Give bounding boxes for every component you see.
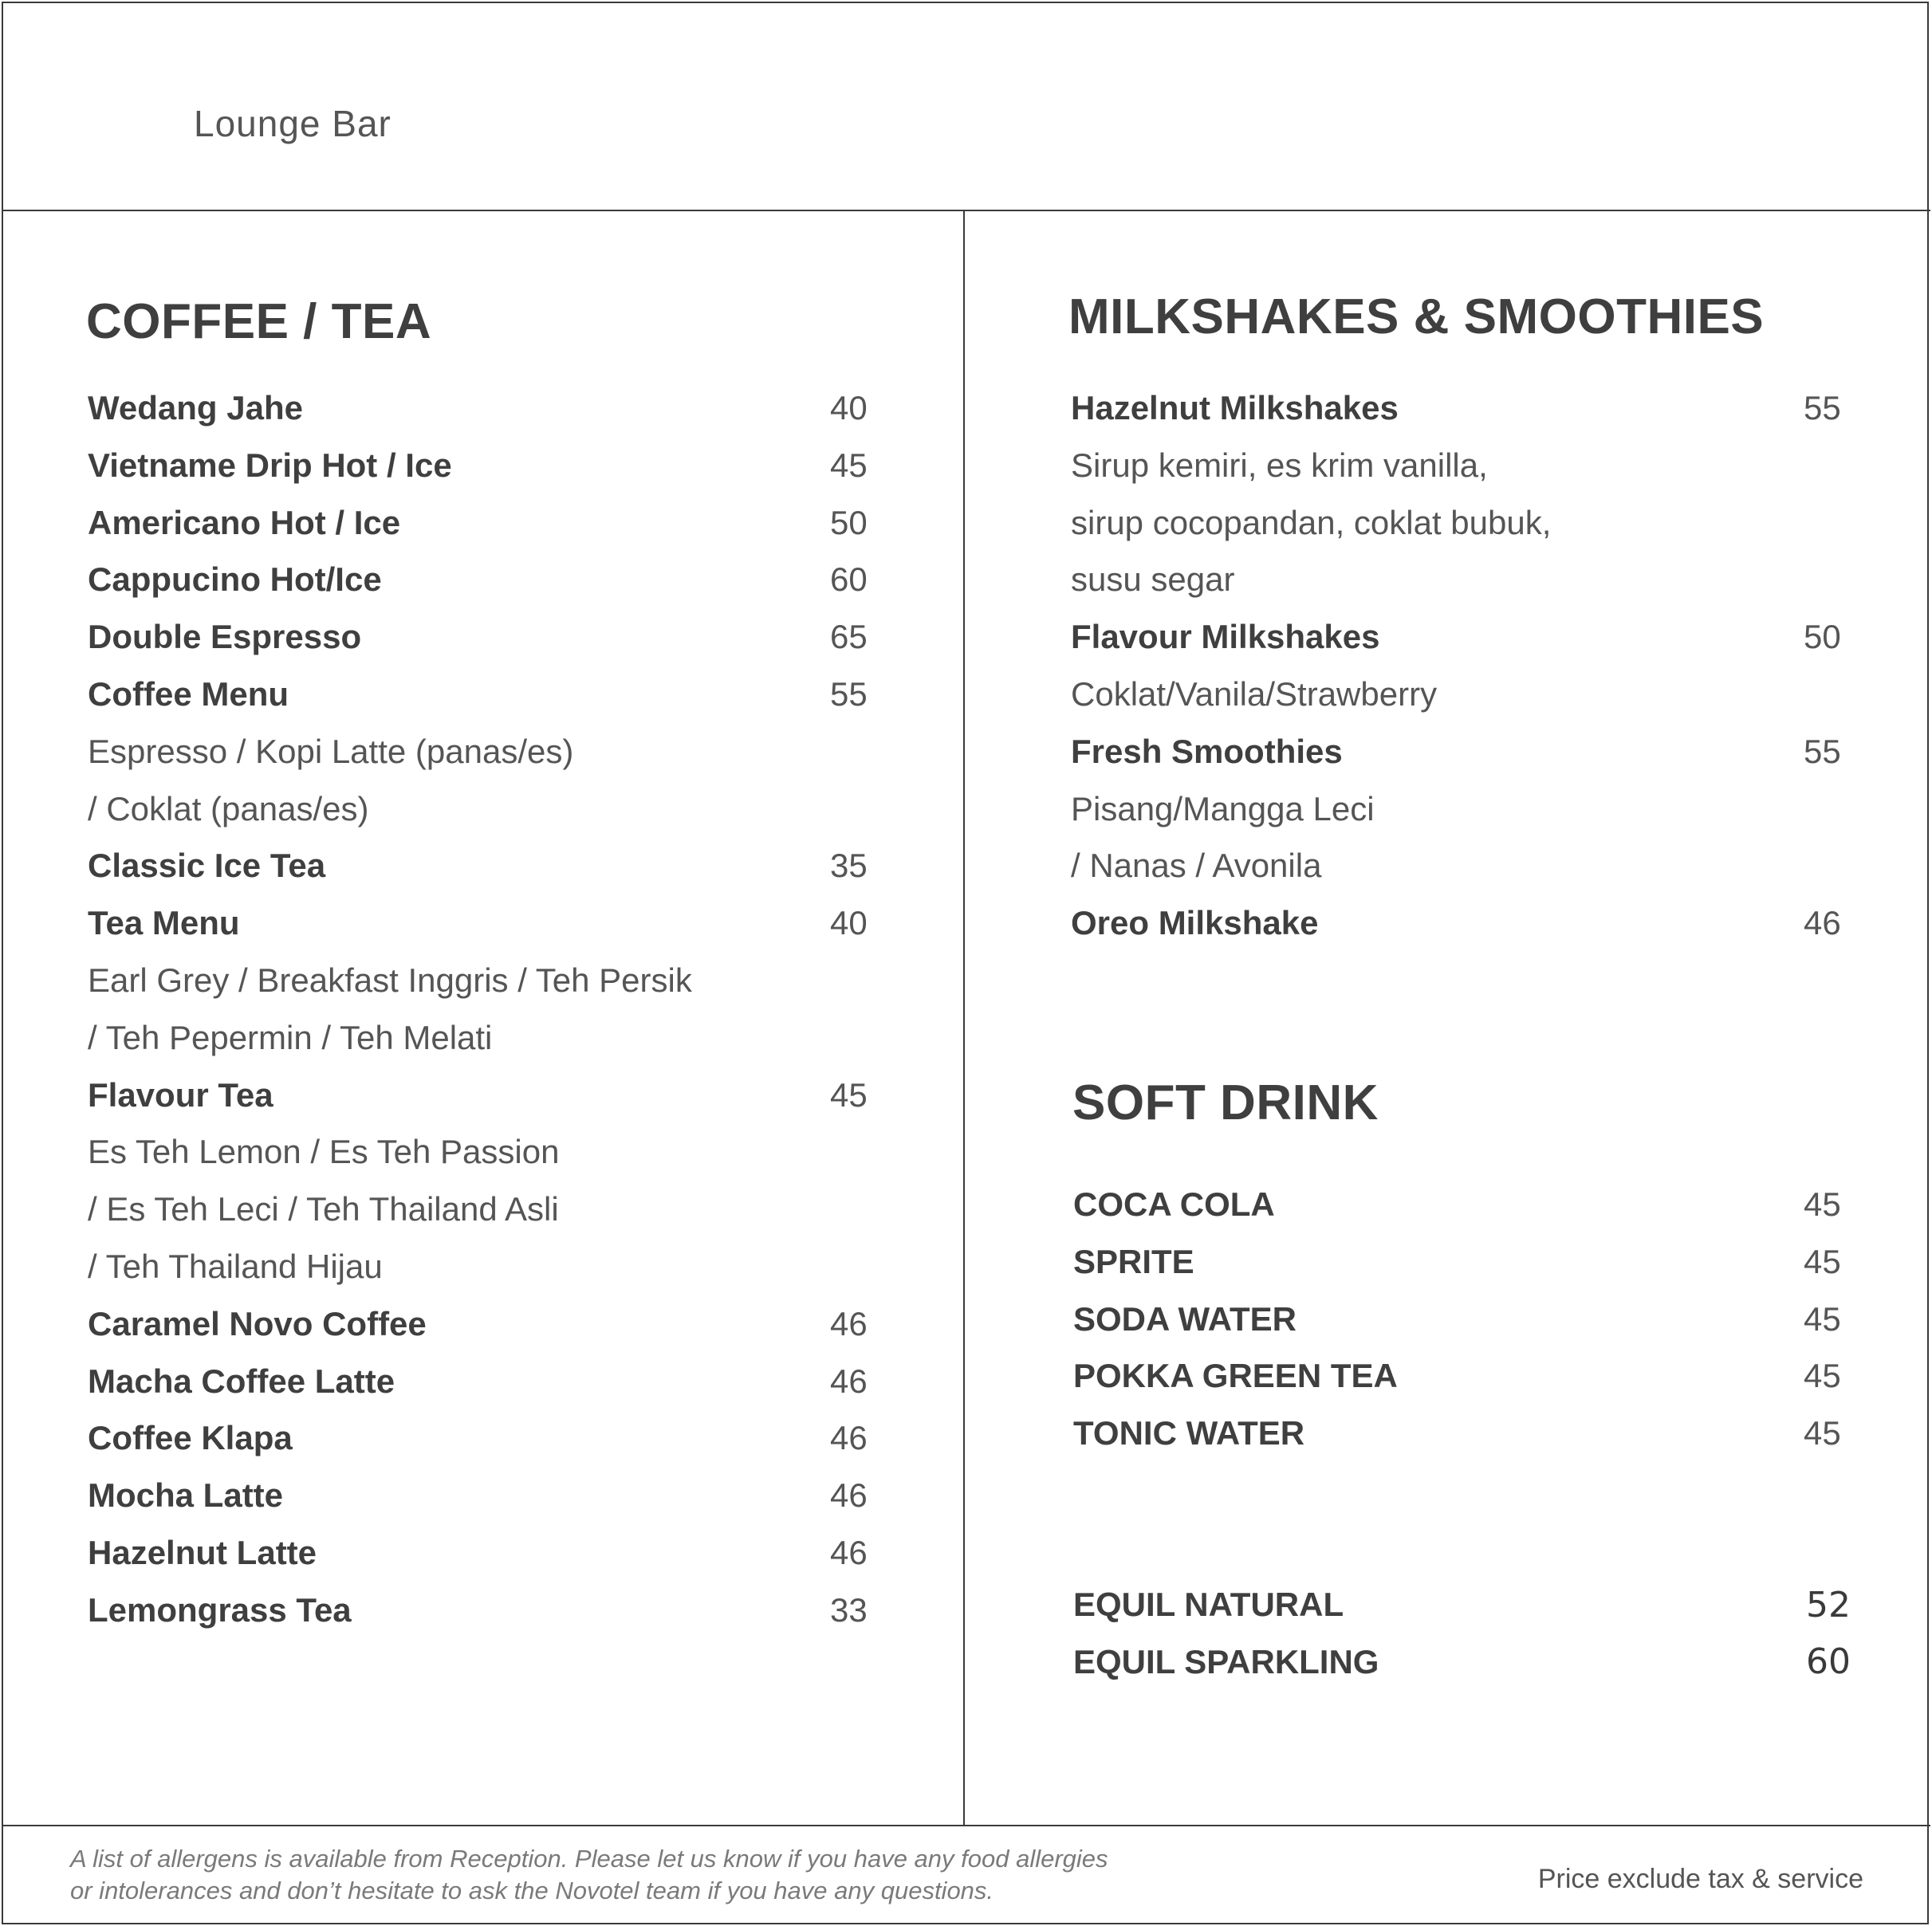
menu-item-description: [1071, 551, 1234, 608]
item-price: 45: [830, 446, 868, 484]
menu-item: [88, 1582, 868, 1639]
item-price: 46: [1804, 904, 1841, 942]
menu-item: [1073, 1576, 1851, 1633]
allergen-note: [70, 1843, 1108, 1907]
item-description: Espresso / Kopi Latte (panas/es): [88, 732, 574, 770]
item-name: Flavour Milkshakes: [1071, 618, 1380, 656]
item-price: 50: [1804, 618, 1841, 656]
item-price: 46: [830, 1362, 868, 1400]
item-price: 55: [830, 675, 868, 713]
item-price: 45: [1804, 1242, 1841, 1280]
item-price: 46: [830, 1534, 868, 1571]
item-description: / Nanas / Avonila: [1071, 847, 1322, 885]
menu-item: [88, 437, 868, 494]
item-description: sirup cocopandan, coklat bubuk,: [1071, 503, 1552, 541]
menu-item: [1073, 1291, 1841, 1348]
item-name: Tea Menu: [88, 904, 240, 942]
item-description: susu segar: [1071, 560, 1235, 599]
menu-item: [88, 1067, 868, 1124]
footer-divider: [2, 1825, 1930, 1826]
menu-item-description: [1071, 666, 1437, 723]
menu-item-description: [88, 1009, 492, 1067]
item-name: EQUIL NATURAL: [1073, 1586, 1344, 1623]
item-name: EQUIL SPARKLING: [1073, 1642, 1379, 1680]
menu-item-description: [1071, 780, 1375, 838]
item-price: 45: [1804, 1299, 1841, 1338]
item-price: 60: [1806, 1641, 1851, 1683]
item-price: 46: [830, 1304, 868, 1342]
item-description: / Teh Pepermin / Teh Melati: [88, 1018, 493, 1056]
menu-item: [1073, 1347, 1841, 1405]
item-price: 45: [1804, 1414, 1841, 1452]
item-price: 33: [830, 1590, 868, 1629]
menu-item: [1073, 1405, 1841, 1462]
item-name: Coffee Klapa: [88, 1419, 293, 1457]
item-name: Caramel Novo Coffee: [88, 1304, 427, 1342]
menu-item: [88, 1524, 868, 1582]
item-name: POKKA GREEN TEA: [1073, 1357, 1398, 1395]
menu-item-description: [88, 952, 692, 1009]
item-name: Vietname Drip Hot / Ice: [88, 446, 452, 484]
item-name: COCA COLA: [1073, 1185, 1275, 1223]
menu-item: [1071, 894, 1841, 952]
milkshakes-heading: MILKSHAKES & SMOOTHIES: [1068, 289, 1765, 344]
item-name: Wedang Jahe: [88, 389, 303, 426]
menu-item-description: [1071, 437, 1488, 494]
item-price: 45: [1804, 1185, 1841, 1223]
item-name: Hazelnut Milkshakes: [1071, 389, 1399, 426]
menu-item-description: [88, 1238, 383, 1295]
soft-drink-heading: SOFT DRINK: [1072, 1075, 1379, 1130]
item-price: 55: [1804, 732, 1841, 770]
menu-item: [88, 551, 868, 608]
allergen-line-1: A list of allergens is available from Reception. Please let us know if you have any food allergies: [70, 1845, 1108, 1873]
column-divider: [963, 210, 965, 1826]
menu-item: [88, 1467, 868, 1524]
item-name: Hazelnut Latte: [88, 1534, 317, 1571]
menu-item-description: [88, 1181, 559, 1238]
item-name: Americano Hot / Ice: [88, 503, 401, 541]
item-description: / Coklat (panas/es): [88, 789, 369, 827]
menu-item: [88, 1295, 868, 1353]
allergen-line-2: or intolerances and don’t hesitate to ask the Novotel team if you have any questions.: [70, 1877, 994, 1904]
item-price: 46: [830, 1419, 868, 1457]
menu-item: [1071, 608, 1841, 666]
item-description: Coklat/Vanila/Strawberry: [1071, 675, 1438, 713]
menu-item: [88, 379, 868, 437]
menu-item: [88, 1409, 868, 1467]
item-description: Sirup kemiri, es krim vanilla,: [1071, 446, 1488, 484]
item-price: 52: [1806, 1584, 1851, 1625]
item-price: 60: [830, 560, 868, 599]
item-name: Coffee Menu: [88, 675, 289, 713]
item-name: Mocha Latte: [88, 1476, 284, 1515]
item-name: Oreo Milkshake: [1071, 904, 1319, 942]
menu-item-description: [1071, 494, 1551, 552]
menu-item: [88, 608, 868, 666]
header-divider: [2, 210, 1930, 211]
item-price: 50: [830, 503, 868, 541]
price-note: Price exclude tax & service: [1537, 1864, 1863, 1894]
item-name: Macha Coffee Latte: [88, 1362, 395, 1400]
menu-item: [88, 1353, 868, 1410]
menu-item: [88, 894, 868, 952]
item-price: 40: [830, 389, 868, 426]
menu-item: [88, 666, 868, 723]
menu-item: [1071, 723, 1841, 780]
menu-item: [1073, 1633, 1851, 1691]
menu-item: [1073, 1176, 1841, 1233]
item-description: Es Teh Lemon / Es Teh Passion: [88, 1133, 560, 1171]
menu-item-description: [88, 723, 573, 780]
item-name: Flavour Tea: [88, 1075, 273, 1114]
item-description: Pisang/Mangga Leci: [1071, 789, 1375, 827]
item-name: Cappucino Hot/Ice: [88, 560, 382, 599]
item-description: Earl Grey / Breakfast Inggris / Teh Persik: [88, 961, 692, 999]
item-name: Classic Ice Tea: [88, 847, 326, 885]
item-price: 65: [830, 618, 868, 656]
menu-item: [88, 837, 868, 894]
item-price: 35: [830, 847, 868, 885]
item-price: 45: [1804, 1357, 1841, 1395]
venue-title: Lounge Bar: [194, 103, 392, 144]
item-name: SPRITE: [1073, 1242, 1194, 1280]
item-name: Lemongrass Tea: [88, 1590, 352, 1629]
item-name: SODA WATER: [1073, 1299, 1297, 1338]
menu-item-description: [88, 1123, 559, 1181]
menu-item: [88, 494, 868, 552]
menu-item: [1073, 1233, 1841, 1291]
item-price: 45: [830, 1075, 868, 1114]
item-price: 40: [830, 904, 868, 942]
menu-item: [1071, 379, 1841, 437]
item-price: 46: [830, 1476, 868, 1515]
item-description: / Teh Thailand Hijau: [88, 1248, 383, 1285]
item-price: 55: [1804, 389, 1841, 426]
item-name: TONIC WATER: [1073, 1414, 1305, 1452]
item-name: Double Espresso: [88, 618, 362, 656]
item-name: Fresh Smoothies: [1071, 732, 1343, 770]
item-description: / Es Teh Leci / Teh Thailand Asli: [88, 1190, 559, 1228]
menu-item-description: [88, 780, 369, 838]
coffee-tea-heading: COFFEE / TEA: [86, 294, 432, 349]
menu-item-description: [1071, 837, 1321, 894]
